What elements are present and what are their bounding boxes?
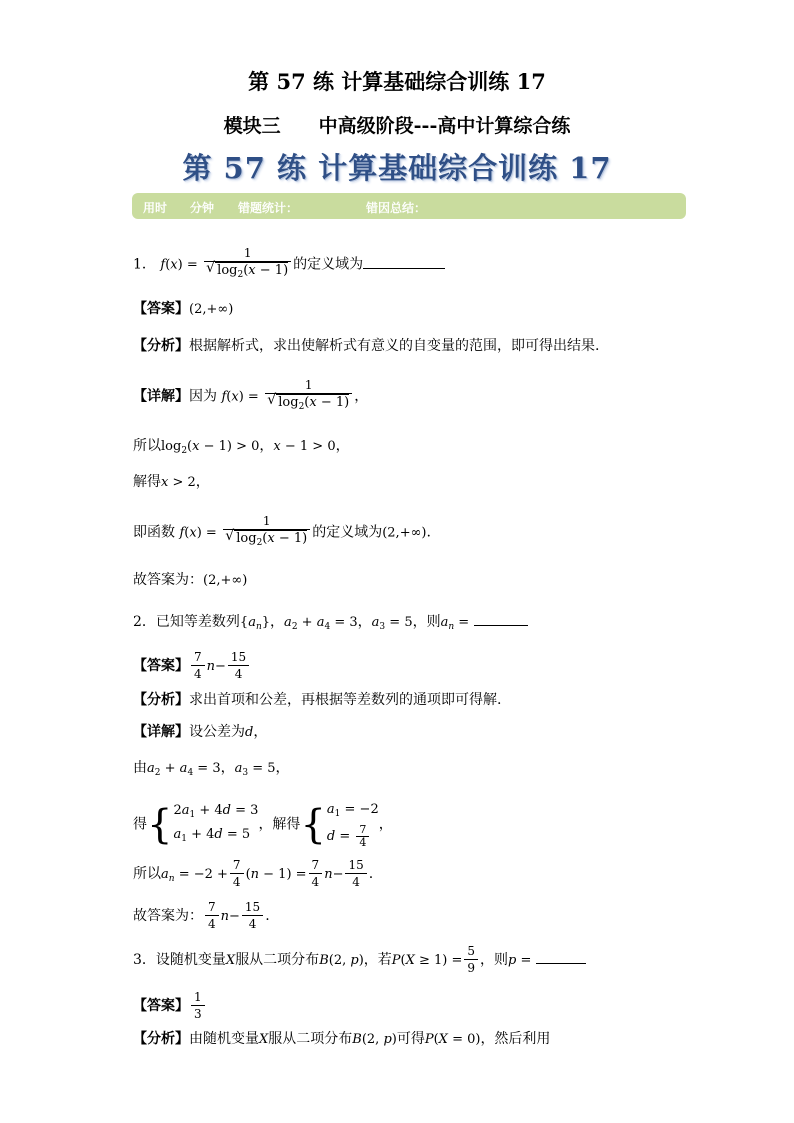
q2-given: 由$a_2 + a_4 = 3$，$a_3 = 5$，	[133, 760, 290, 778]
banner-title: 第 57 练 计算基础综合训练 17	[182, 151, 612, 185]
module-heading	[0, 111, 794, 138]
module-label: 模块三	[223, 115, 281, 137]
page-title: 第 57 练 计算基础综合训练 17	[248, 69, 546, 94]
error-summary-label: 错因总结：	[366, 201, 427, 215]
q2-detail: 【详解】设公差为d，	[133, 724, 268, 740]
q2-question: 2．已知等差数列$\{a_n\}$，$a_2 + a_4 = 3$，$a_3 = 5$，则$a_n$ =	[133, 611, 528, 637]
q1-answer: 【答案】(2,+∞)	[133, 301, 234, 317]
q1-domain: 即函数 f(x) = 1 √ $\log_2(x - 1)$ 的定义域为(2,+∞).	[133, 514, 431, 551]
q3-answer: 【答案】 $\frac{1}{3}$	[133, 990, 207, 1022]
q3-analysis: 【分析】由随机变量X服从二项分布B(2, p)可得P(X = 0)，然后利用	[133, 1031, 551, 1047]
q2-analysis: 【分析】求出首项和公差，再根据等差数列的通项即可得解.	[133, 692, 502, 708]
stage-label: 中高级阶段---高中计算综合练	[318, 115, 571, 137]
error-count-label: 错题统计：	[238, 201, 299, 215]
q1-final: 故答案为：(2,+∞)	[133, 572, 248, 588]
q1-answer-blank	[363, 254, 445, 269]
q2-answer: 【答案】 $\frac{7}{4}$ n− $\frac{15}{4}$	[133, 650, 251, 682]
q2-system: 得{ $2a_1 + 4d = 3$ $a_1 + 4d = 5$ ，解得{ $a_1 = -2$ d = $\frac{7}{4}$ ，	[133, 801, 393, 849]
q1-question: 1． f(x) = 1 √ $\log_2(x - 1)$ 的定义域为	[133, 246, 445, 283]
q1-conditions: 所以$\log_2(x - 1) > 0$，x − 1 > 0，	[133, 438, 350, 456]
q2-final: 故答案为： $\frac{7}{4}$ n− $\frac{15}{4}$ .	[133, 900, 270, 931]
q2-general-term: 所以$a_n = -2$ + $\frac{7}{4}$ (n − 1) = $\frac{7}{4}$ n− $\frac{15}{4}$ .	[133, 858, 374, 889]
q2-answer-blank	[474, 611, 528, 626]
q3-question: 3．设随机变量X服从二项分布B(2, p)，若P(X ≥ 1) = $\frac{5}{9}$ ，则p =	[133, 944, 586, 976]
stats-bar	[132, 193, 686, 219]
q1-solve: 解得x > 2，	[133, 474, 210, 490]
q3-answer-blank	[536, 949, 586, 964]
q1-detail: 【详解】因为 f(x) = 1 √ $\log_2(x - 1)$ ，	[133, 378, 368, 415]
time-label: 用时	[143, 201, 168, 215]
q1-analysis: 【分析】根据解析式，求出使解析式有意义的自变量的范围，即可得出结果.	[133, 338, 600, 354]
minutes-label: 分钟	[190, 201, 215, 215]
